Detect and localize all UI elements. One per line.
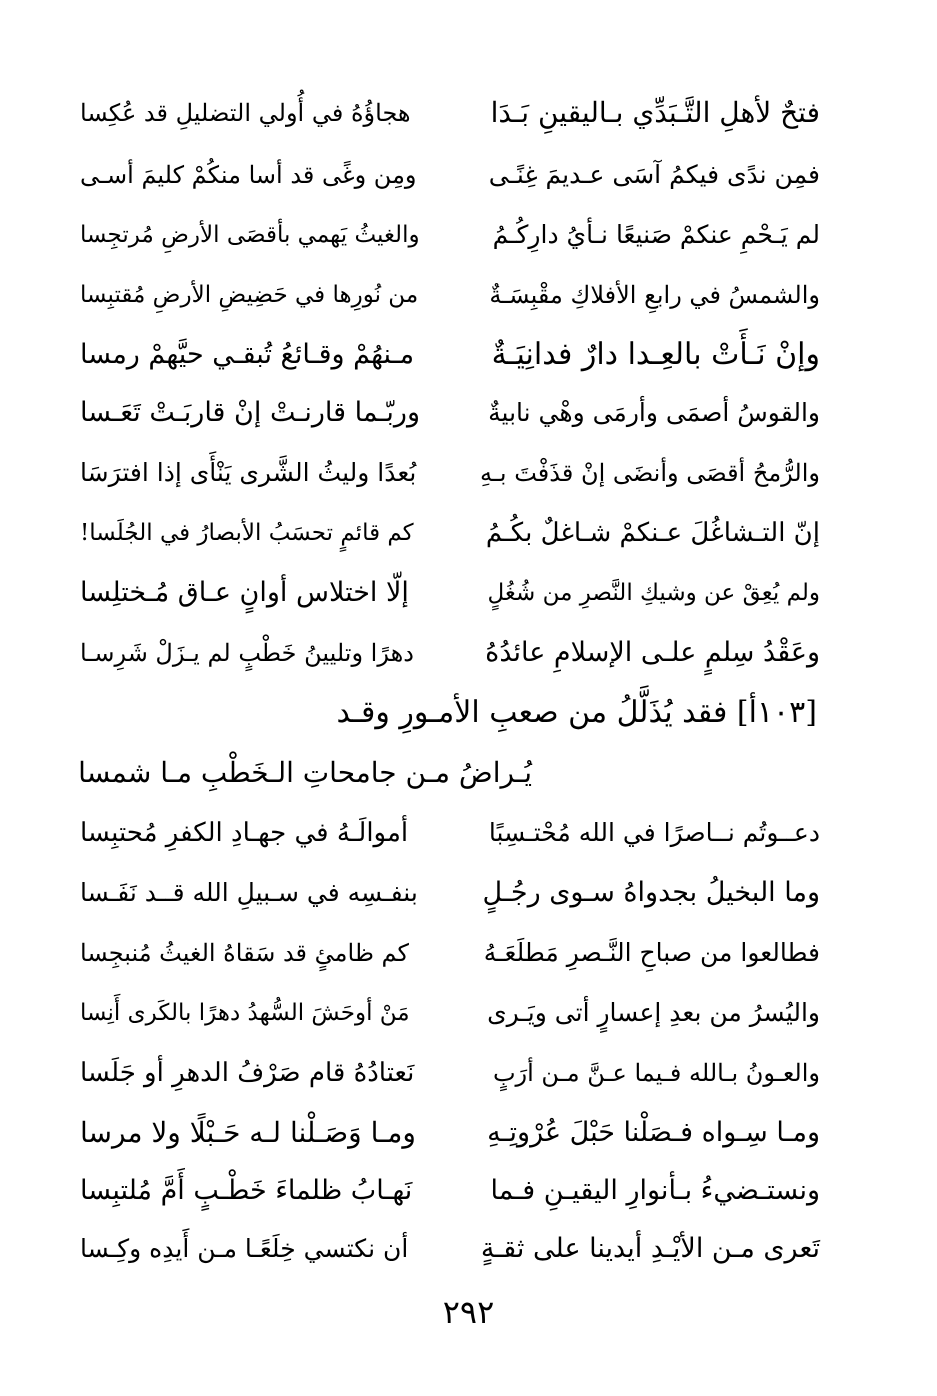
verse-row [80,868,820,918]
verse-first-hemistich: والعـونُ بـالله فـيما عـنَّ مـن أرَبٍ [492,1059,820,1087]
verse-row [80,1048,820,1098]
verse-row [80,210,820,260]
verse-second-hemistich: إلّا اختلاس أوانٍ عـاق مُـختلِسا [80,577,409,608]
verse-first-hemistich: وعَقْدُ سِلمٍ علـى الإسلامِ عائدُهُ [485,637,820,668]
verse-line-folio-marker: [١٠٣أ] فقد يُذَلَّلُ من صعبِ الأمـورِ وقـد [336,695,817,730]
verse-first-hemistich: والرُّمحُ أقصَى وأنضَى إنْ قذَفْتَ بـهِ [480,459,820,487]
verse-first-hemistich: ونستـضيءُ بـأنوارِ اليقيـنِ فـما [490,1175,820,1206]
verse-first-hemistich: وما البخيلُ بجدواهُ سـوى رجُـلٍ [482,877,820,908]
verse-row [80,330,820,380]
verse-first-hemistich: إنّ التـشاغُلَ عـنكمْ شـاغلٌ بكُـمُ [485,518,820,548]
verse-second-hemistich: أموالَـهُ في جهـادِ الكفرِ مُحتبِسا [80,818,409,848]
verse-second-hemistich: بنفـسِه في سـبيلِ الله قــد نَفَـسا [80,878,418,907]
verse-row [80,270,820,320]
verse-second-hemistich: أن نكتسي خِلَعًـا مـن أَيدِه وكِـسا [80,1234,409,1263]
verse-second-hemistich: مـنهُمْ وقـائعُ تُبقـي حيَّهمْ رمسا [80,339,415,370]
verse-row [80,808,820,858]
verse-row [80,988,820,1038]
verse-second-hemistich: وربّـما قارنـتْ إنْ قاربَـتْ تَعَـسا [80,397,420,428]
verse-first-hemistich: لم يَـحْمِ عنكمْ صَنيعًا نـأيُ دارِكُـمُ [492,220,820,249]
verse-second-hemistich: نَعتادُهُ قام صَرْفُ الدهرِ أو جَلَسا [80,1058,415,1088]
verse-row [80,388,820,438]
verse-row [80,628,820,678]
verse-first-hemistich: فمِن ندًى فيكمُ آسَى عـديمَ غِنًـى [488,160,820,189]
verse-first-hemistich: ولم يُعِقْ عن وشيكِ النَّصرِ من شُغُلٍ [487,580,820,606]
verse-second-hemistich: مَنْ أوحَشَ السُّهدُ دهرًا بالكَرى أَنِسا [80,1000,410,1026]
verse-first-hemistich: والقوسُ أصمَى وأرمَى وهْي نابيةٌ [488,398,820,427]
page-number: ٢٩٢ [442,1293,495,1331]
verse-second-hemistich: دهرًا وتليينُ خَطْبٍ لم يـزَلْ شَرِسـا [80,639,414,667]
verse-row [80,1108,820,1158]
verse-second-hemistich: ومـا وَصَـلْنا لـه حَـبْلًا ولا مرسا [80,1116,416,1149]
verse-second-hemistich: والغيثُ يَهمي بأقصَى الأرضِ مُرتجِسا [80,222,420,248]
verse-second-hemistich: من نُورِها في حَضِيضِ الأرضِ مُقتبِسا [80,282,419,308]
verse-second-hemistich: ومِن وغًى قد أسا منكُمْ كليمَ أسـى [80,161,417,189]
verse-second-hemistich: بُعدًا وليثُ الشَّرى يَنْأَى إذا افترَسَا [80,458,417,487]
verse-first-hemistich: دعــوتُم نــاصرًا في الله مُحْتـسِبًا [488,818,820,847]
verse-first-hemistich: فتحٌ لأهلِ التَّـبَدِّي بـاليقينِ بَـدَا [490,96,820,129]
verse-row [80,1166,820,1216]
verse-first-hemistich: تَعرى مـن الأيْـدِ أيدينا على ثقـةٍ [480,1233,820,1264]
verse-row [80,88,820,138]
verse-row [80,568,820,618]
verse-first-hemistich: وإنْ نَـأَتْ بالعِـدا دارٌ فدانِيَـةٌ [491,337,820,372]
verse-first-hemistich: ومـا سِـواه فـصَلْنا حَبْلَ عُرْوتِـهِ [487,1117,820,1148]
verse-first-hemistich: والشمسُ في رابعِ الأفلاكِ مقْبِسَـةٌ [489,281,820,309]
verse-second-hemistich: نَهـابُ ظلماءَ خَطْـبٍ أَمَّ مُلتبِسا [80,1175,413,1206]
verse-row [80,928,820,978]
verse-line-continuation: يُـراضُ مـن جامحاتِ الـخَطْبِ مـا شمسا [78,756,532,789]
verse-second-hemistich: كم قائمٍ تحسَبُ الأبصارُ في الجُلَسا! [80,520,414,546]
verse-row [80,508,820,558]
verse-row [80,150,820,200]
verse-row [80,1224,820,1274]
verse-second-hemistich: هجاؤُهُ في أُولي التضليلِ قد عُكِسا [80,99,411,127]
verse-second-hemistich: كم ظامئٍ قد سَقاهُ الغيثُ مُنبجِسا [80,939,409,967]
verse-row [80,448,820,498]
verse-first-hemistich: واليُسرُ من بعدِ إعسارٍ أتى ويَـرى [487,998,820,1027]
verse-first-hemistich: فطالعوا من صباحِ النَّـصرِ مَطلَعَـهُ [483,938,820,967]
